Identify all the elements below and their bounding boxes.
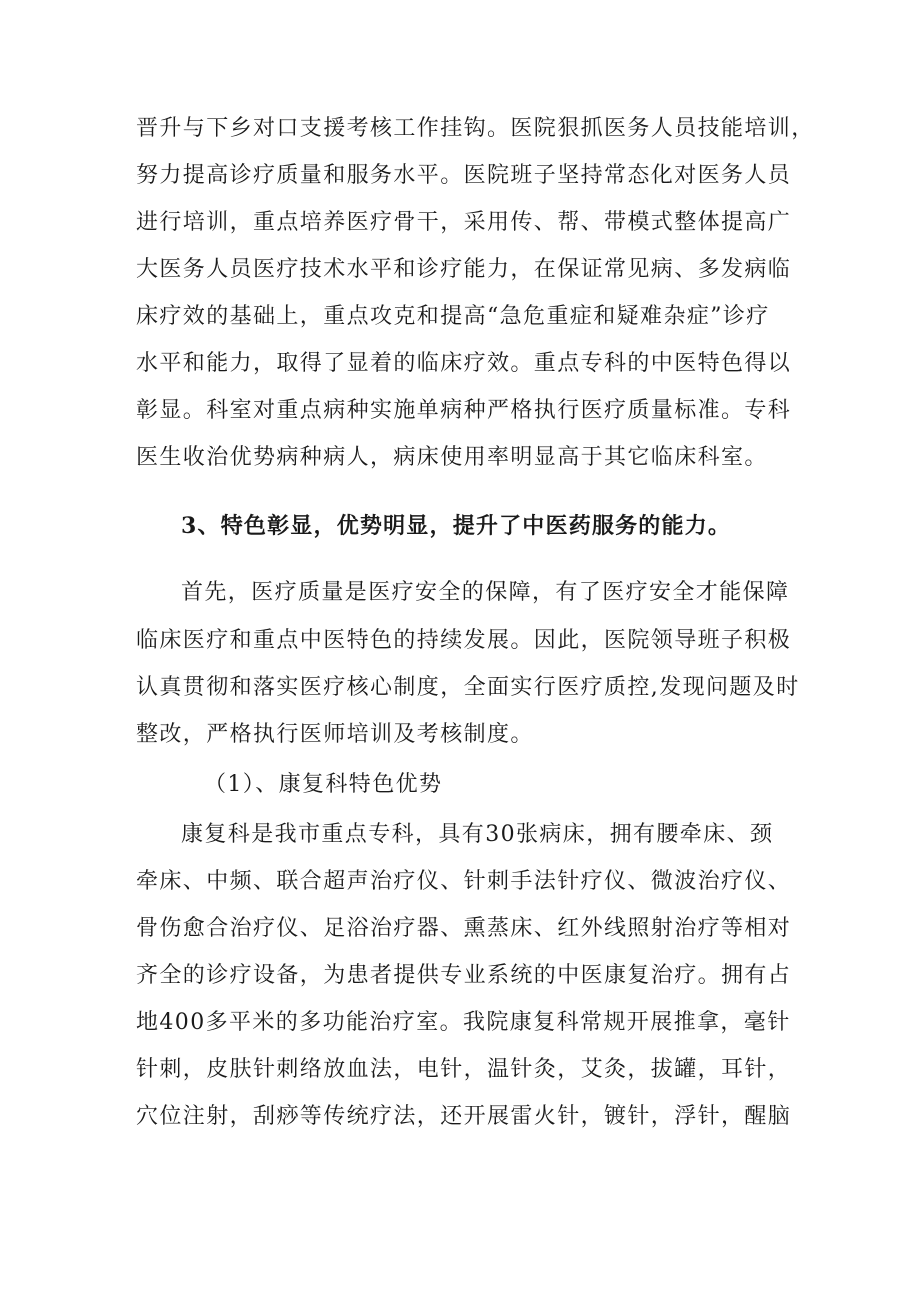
paragraph1-line: 努力提高诊疗质量和服务水平。医院班子坚持常态化对医务人员 xyxy=(136,163,792,188)
paragraph1-line: 医生收治优势病种病人，病床使用率明显高于其它临床科室。 xyxy=(136,445,768,470)
paragraph3-line: 齐全的诊疗设备，为患者提供专业系统的中医康复治疗。拥有占 xyxy=(136,963,792,988)
paragraph3-line: 骨伤愈合治疗仪、足浴治疗器、熏蒸床、红外线照射治疗等相对 xyxy=(136,916,792,941)
paragraph1-line: 床疗效的基础上，重点攻克和提高“急危重症和疑难杂症”诊疗 xyxy=(136,304,770,329)
paragraph2-line: 认真贯彻和落实医疗核心制度，全面实行医疗质控,发现问题及时 xyxy=(136,675,800,700)
paragraph1-line: 彰显。科室对重点病种实施单病种严格执行医疗质量标准。专科 xyxy=(136,398,792,423)
paragraph1-line: 晋升与下乡对口支援考核工作挂钩。医院狠抓医务人员技能培训， xyxy=(136,116,815,141)
paragraph1-line: 大医务人员医疗技术水平和诊疗能力，在保证常见病、多发病临 xyxy=(136,257,792,282)
paragraph3-line: 穴位注射，刮痧等传统疗法，还开展雷火针，镀针，浮针，醒脑 xyxy=(136,1104,792,1129)
section-heading: 3、特色彰显，优势明显，提升了中医药服务的能力。 xyxy=(181,513,732,539)
paragraph2-line: 临床医疗和重点中医特色的持续发展。因此，医院领导班子积极 xyxy=(136,628,792,653)
paragraph1-line: 水平和能力，取得了显着的临床疗效。重点专科的中医特色得以 xyxy=(136,351,792,376)
paragraph2-line: 首先，医疗质量是医疗安全的保障，有了医疗安全才能保障 xyxy=(181,580,790,605)
paragraph3-line: 针刺，皮肤针刺络放血法，电针，温针灸，艾灸，拔罐，耳针， xyxy=(136,1057,792,1082)
paragraph3-line: 牵床、中频、联合超声治疗仪、针刺手法针疗仪、微波治疗仪、 xyxy=(136,869,792,894)
paragraph3-line: 康复科是我市重点专科，具有30张病床，拥有腰牵床、颈 xyxy=(181,822,774,847)
paragraph1-line: 进行培训，重点培养医疗骨干，采用传、帮、带模式整体提高广 xyxy=(136,210,792,235)
subheading: （1）、康复科特色优势 xyxy=(204,772,443,797)
paragraph2-line: 整改，严格执行医师培训及考核制度。 xyxy=(136,722,534,747)
paragraph3-line: 地400多平米的多功能治疗室。我院康复科常规开展推拿，毫针 xyxy=(136,1010,791,1035)
